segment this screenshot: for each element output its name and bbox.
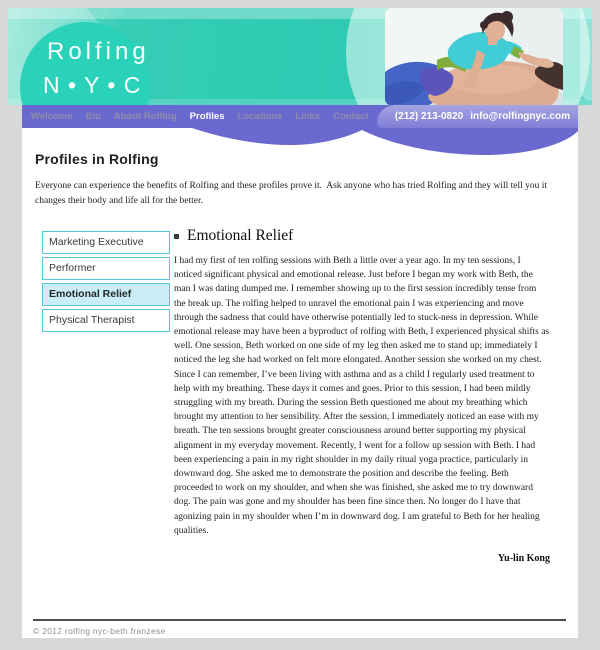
nav-item-contact[interactable]: Contact	[333, 111, 369, 122]
menu-item-marketing-executive[interactable]: Marketing Executive	[42, 231, 170, 254]
main-nav	[22, 105, 578, 128]
logo-wordmark-line1: Rolfing	[47, 38, 150, 65]
nav-item-profiles[interactable]: Profiles	[189, 111, 225, 122]
article	[174, 227, 566, 564]
rolfing-session-illustration	[385, 8, 563, 105]
footer-divider	[33, 619, 566, 621]
article-title-row	[174, 227, 566, 245]
rolfing-session-photo	[385, 8, 563, 105]
nav-item-bio[interactable]: Bio	[85, 111, 101, 122]
article-author: Yu-lin Kong	[497, 553, 550, 565]
header-right-strip	[580, 8, 592, 100]
header-banner	[8, 8, 592, 105]
menu-item-performer[interactable]: Performer	[42, 257, 170, 280]
footer-copyright: © 2012 rolfing nyc-beth franzese	[33, 626, 166, 636]
page-title: Profiles in Rolfing	[35, 151, 159, 167]
intro-text: Everyone can experience the benefits of Rolfing and these profiles prove it. Ask anyone who has tried Rolfing and they will tell you it changes their body and life all for the better.	[35, 181, 550, 206]
phone-number[interactable]: (212) 213-0820	[394, 111, 464, 122]
nav-item-links[interactable]: Links	[295, 111, 321, 122]
article-title: Emotional Relief	[187, 227, 294, 244]
nav-item-about-rolfing[interactable]: About Rolfing	[113, 111, 177, 122]
article-body: I had my first of ten rolfing sessions with Beth a little over a year ago. In my ten sessions, I noticed significant physical and emotional release. Just before I began my work with Beth, the man I was dating dumped me. I remember showing up to the first session incredibly tense from the break up. The rolfing helped to unravel the emotional pain I was experiencing and move through the sadness that could have otherwise potentially led to stuck-ness in depression. While emotional release may have been a byproduct of rolfing with Beth, I experienced physical shifts as well. One session, Beth worked on one side of my leg then asked me to stand up; immediately I noticed the leg she had worked on felt more elongated. Another session she worked on my chest. Since I can remember, I’ve been living with asthma and as a child I regularly used treatment to help with my breathing. These days it comes and goes. Prior to this session, I had been mildly struggling with my breath. During the session Beth questioned me about my breathing which brought my attention to her sensibility. After the session, I immediately noticed an ease with my breath. The ten sessions brought greater consciousness around better supporting my physical alignment in my everyday movement. Recently, I went for a follow up session with Beth. I had been experiencing a pain in my right shoulder in my daily ritual yoga practice, particularly in downward dog. She asked me to demonstrate the position and describe the feeling. Beth proceeded to work on my shoulder, and when she was finished, she asked me to try downward dog. The pain was gone and my shoulder has been fine since then. No longer do I have that agonizing pain in my shoulder when I’m in downward dog. I am grateful to Beth for her healing qualities.	[174, 256, 550, 536]
profile-menu	[42, 231, 170, 335]
content-card	[22, 105, 578, 638]
menu-item-emotional-relief[interactable]: Emotional Relief	[42, 283, 170, 306]
nav-item-welcome[interactable]: Welcome	[31, 111, 73, 122]
square-bullet-icon	[174, 234, 179, 239]
menu-item-physical-therapist[interactable]: Physical Therapist	[42, 309, 170, 332]
nav-scallop-decoration	[22, 128, 578, 160]
contact-bubble	[377, 105, 578, 128]
logo-wordmark-line2: N • Y • C	[43, 72, 142, 98]
email-address[interactable]: info@rolfingnyc.com	[470, 111, 570, 122]
nav-item-locations[interactable]: Locations	[237, 111, 283, 122]
